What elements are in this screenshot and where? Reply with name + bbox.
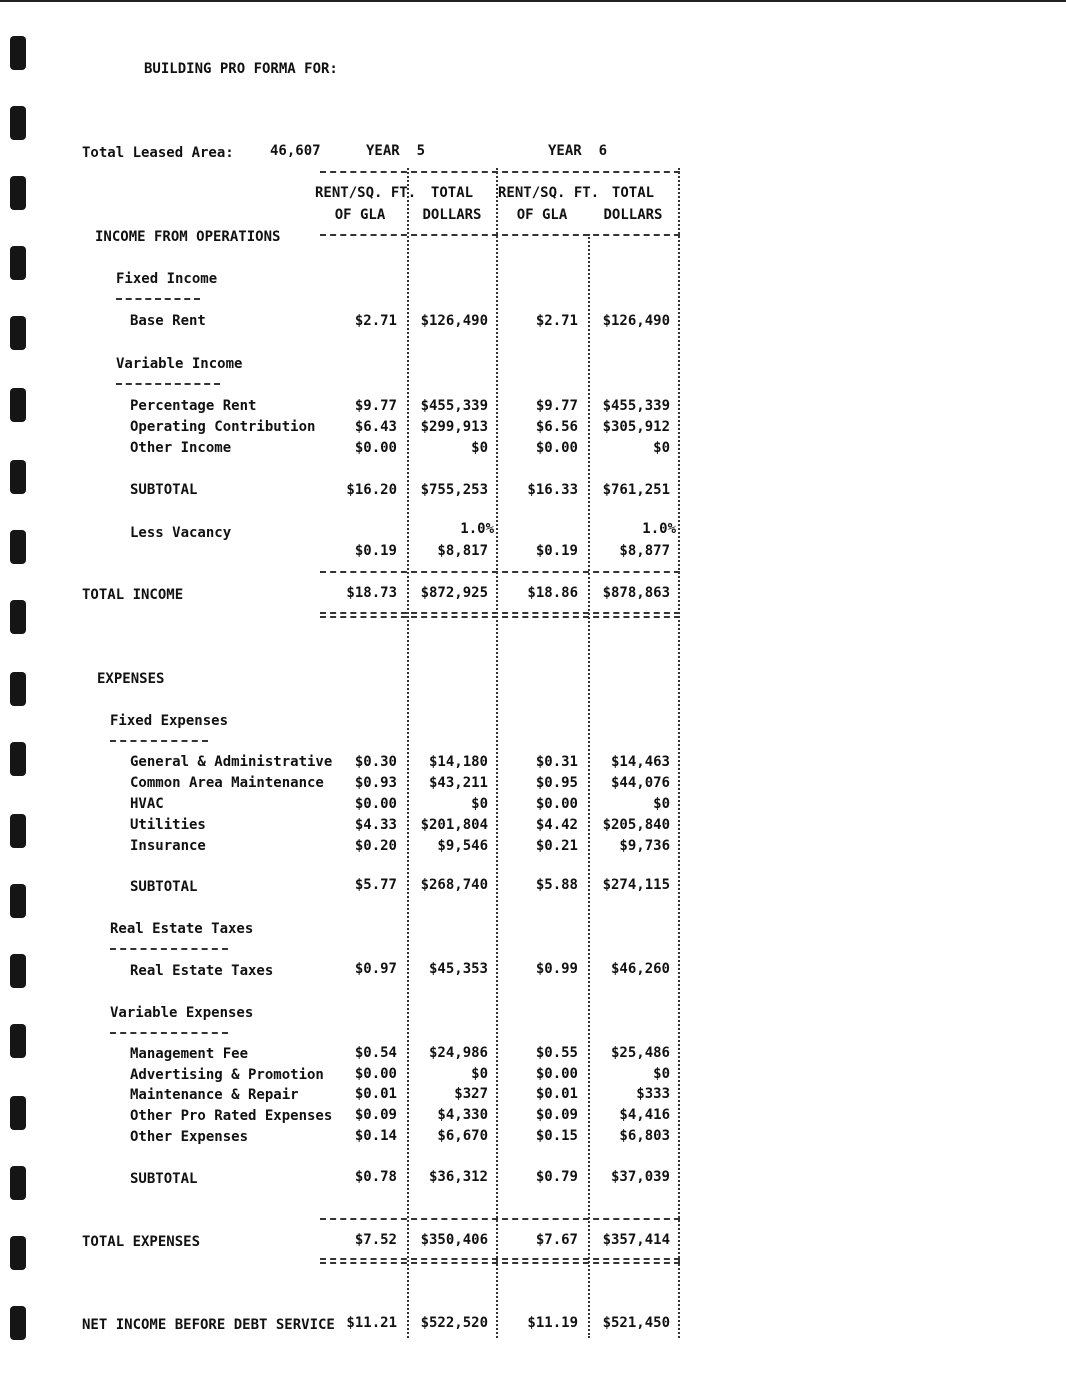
cell-y6-rent: $18.86 — [527, 585, 578, 601]
cell-y6-total: $333 — [636, 1086, 670, 1102]
cell-y5-rent: $2.71 — [354, 313, 397, 329]
col-header-rent: RENT/SQ. FT. — [315, 185, 417, 201]
cell-y6-total: $305,912 — [602, 419, 670, 435]
cell-y5-total: $24,986 — [428, 1045, 488, 1061]
col-header-total: TOTAL — [430, 185, 474, 201]
cell-y5-total: $0 — [471, 796, 488, 812]
punch-hole — [10, 176, 26, 210]
cell-y5-total: $299,913 — [420, 419, 488, 435]
cell-y5-total: $43,211 — [428, 775, 488, 791]
cell-y5-rent: $5.77 — [354, 877, 397, 893]
section-expenses: EXPENSES — [97, 671, 165, 687]
punch-hole — [10, 742, 26, 776]
column-divider — [678, 168, 680, 1338]
section-underline — [110, 1032, 228, 1034]
cell-y5-rent: $0.01 — [354, 1086, 397, 1102]
cell-y5-rent: $0.78 — [354, 1169, 397, 1185]
cell-y5-total: $14,180 — [428, 754, 488, 770]
cell-y6-rent: $0.31 — [535, 754, 578, 770]
cell-y6-total: $44,076 — [610, 775, 670, 791]
punch-hole — [10, 246, 26, 280]
cell-y6-rent: $5.88 — [535, 877, 578, 893]
row-label-subtotal: SUBTOTAL — [130, 482, 198, 498]
col-header-total-sub: DOLLARS — [422, 207, 482, 223]
row-label: Base Rent — [130, 313, 206, 329]
cell-y5-total: $0 — [471, 1066, 488, 1082]
cell-y5-rent: $0.20 — [354, 838, 397, 854]
cell-y6-total: $25,486 — [610, 1045, 670, 1061]
cell-y6-rent: $0.00 — [535, 440, 578, 456]
cell-y6-rent: $6.56 — [535, 419, 578, 435]
punch-hole — [10, 600, 26, 634]
cell-y6-total: $761,251 — [602, 482, 670, 498]
row-label: Other Pro Rated Expenses — [130, 1108, 333, 1124]
section-underline — [116, 298, 200, 300]
cell-y6-total: $521,450 — [602, 1315, 670, 1331]
section-underline — [116, 383, 220, 385]
cell-y5-rent: $0.09 — [354, 1107, 397, 1123]
row-label: Percentage Rent — [130, 398, 257, 414]
cell-y5-rent: $0.54 — [354, 1045, 397, 1061]
cell-y6-rent: $9.77 — [535, 398, 578, 414]
row-label: Common Area Maintenance — [130, 775, 324, 791]
cell-y6-rent: $0.09 — [535, 1107, 578, 1123]
cell-y6-total: $6,803 — [619, 1128, 670, 1144]
cell-y6-rent: $0.95 — [535, 775, 578, 791]
section-underline — [110, 740, 208, 742]
cell-y6-rent: $0.00 — [535, 1066, 578, 1082]
cell-y6-total: $14,463 — [610, 754, 670, 770]
row-label: Real Estate Taxes — [130, 963, 274, 979]
page-title: BUILDING PRO FORMA FOR: — [144, 61, 338, 77]
cell-y5-rent: $6.43 — [354, 419, 397, 435]
section-fixed-income: Fixed Income — [116, 271, 218, 287]
row-label: Less Vacancy — [130, 525, 232, 541]
header-bottom-rule — [320, 234, 680, 236]
col-header-rent-sub: OF GLA — [516, 207, 568, 223]
column-divider — [407, 168, 409, 1338]
cell-y6-total: $205,840 — [602, 817, 670, 833]
cell-y6-total: $357,414 — [602, 1232, 670, 1248]
cell-y5-total: $6,670 — [437, 1128, 488, 1144]
cell-y5-total: $0 — [471, 440, 488, 456]
total-expenses-double-rule — [320, 1258, 680, 1260]
section-variable-expenses: Variable Expenses — [110, 1005, 254, 1021]
punch-hole — [10, 884, 26, 918]
row-label-subtotal: SUBTOTAL — [130, 1171, 198, 1187]
cell-y5-total: $327 — [454, 1086, 488, 1102]
punch-hole — [10, 106, 26, 140]
cell-y5-rent: $18.73 — [346, 585, 397, 601]
row-label-subtotal: SUBTOTAL — [130, 879, 198, 895]
row-label-net-income: NET INCOME BEFORE DEBT SERVICE — [82, 1317, 335, 1333]
punch-hole — [10, 1166, 26, 1200]
col-header-rent-sub: OF GLA — [334, 207, 386, 223]
row-label: Management Fee — [130, 1046, 249, 1062]
row-label-total-expenses: TOTAL EXPENSES — [82, 1234, 201, 1250]
cell-y6-total: $4,416 — [619, 1107, 670, 1123]
section-variable-income: Variable Income — [116, 356, 243, 372]
row-label: Operating Contribution — [130, 419, 316, 435]
punch-hole — [10, 460, 26, 494]
cell-y5-rent: $0.19 — [354, 543, 397, 559]
year-5-heading: YEAR 5 — [366, 143, 426, 159]
row-label: General & Administrative — [130, 754, 333, 770]
cell-y5-rent: $9.77 — [354, 398, 397, 414]
year-6-heading: YEAR 6 — [548, 143, 608, 159]
cell-y6-total: $274,115 — [602, 877, 670, 893]
punch-hole — [10, 814, 26, 848]
cell-y5-rent: $0.14 — [354, 1128, 397, 1144]
punch-hole — [10, 530, 26, 564]
punch-hole — [10, 1236, 26, 1270]
cell-y6-rent: $11.19 — [527, 1315, 578, 1331]
cell-y6-total: $126,490 — [602, 313, 670, 329]
punch-hole — [10, 1306, 26, 1340]
cell-y5-rent: $0.97 — [354, 961, 397, 977]
section-real-estate-taxes: Real Estate Taxes — [110, 921, 254, 937]
section-underline — [110, 948, 228, 950]
cell-y6-total: $878,863 — [602, 585, 670, 601]
punch-hole — [10, 1096, 26, 1130]
col-header-total-sub: DOLLARS — [603, 207, 663, 223]
cell-y5-rent: $0.30 — [354, 754, 397, 770]
cell-y6-rent: $16.33 — [527, 482, 578, 498]
total-income-rule — [320, 571, 680, 573]
cell-y5-total: $522,520 — [420, 1315, 488, 1331]
cell-y6-total: $37,039 — [610, 1169, 670, 1185]
leased-area-label: Total Leased Area: — [82, 145, 234, 161]
cell-y6-rent: $7.67 — [535, 1232, 578, 1248]
cell-y5-total: $45,353 — [428, 961, 488, 977]
row-label: Utilities — [130, 817, 206, 833]
row-label: Other Income — [130, 440, 232, 456]
punch-hole — [10, 954, 26, 988]
cell-y5-rent: $0.93 — [354, 775, 397, 791]
col-header-rent: RENT/SQ. FT. — [498, 185, 600, 201]
cell-y6-total: $0 — [653, 440, 670, 456]
cell-y5-rent: $11.21 — [346, 1315, 397, 1331]
cell-y5-total: $268,740 — [420, 877, 488, 893]
punch-hole — [10, 316, 26, 350]
table-top-rule — [320, 171, 680, 173]
leased-area-value: 46,607 — [270, 143, 321, 159]
total-expenses-rule — [320, 1218, 680, 1220]
cell-y5-total: $755,253 — [420, 482, 488, 498]
cell-y5-total: $4,330 — [437, 1107, 488, 1123]
cell-y5-rent: $4.33 — [354, 817, 397, 833]
punch-hole — [10, 388, 26, 422]
cell-y5-rent: $16.20 — [346, 482, 397, 498]
cell-y6-rent: $0.21 — [535, 838, 578, 854]
row-label: Other Expenses — [130, 1129, 249, 1145]
cell-y5-rent: $0.00 — [354, 1066, 397, 1082]
cell-y6-total: $0 — [653, 1066, 670, 1082]
row-label: HVAC — [130, 796, 164, 812]
cell-y6-rent: $0.55 — [535, 1045, 578, 1061]
cell-y6-total: $8,877 — [619, 543, 670, 559]
section-fixed-expenses: Fixed Expenses — [110, 713, 229, 729]
row-label: Advertising & Promotion — [130, 1067, 324, 1083]
punch-hole — [10, 672, 26, 706]
cell-y6-total: $46,260 — [610, 961, 670, 977]
cell-y6-vacancy-pct: 1.0% — [642, 521, 676, 537]
total-income-double-rule — [320, 612, 680, 614]
col-header-total: TOTAL — [611, 185, 655, 201]
cell-y5-total: $9,546 — [437, 838, 488, 854]
row-label-total-income: TOTAL INCOME — [82, 587, 184, 603]
cell-y6-rent: $0.99 — [535, 961, 578, 977]
punch-hole — [10, 1024, 26, 1058]
cell-y6-total: $0 — [653, 796, 670, 812]
cell-y6-rent: $4.42 — [535, 817, 578, 833]
cell-y6-total: $455,339 — [602, 398, 670, 414]
cell-y6-rent: $0.15 — [535, 1128, 578, 1144]
cell-y5-total: $872,925 — [420, 585, 488, 601]
cell-y5-rent: $7.52 — [354, 1232, 397, 1248]
punch-hole — [10, 36, 26, 70]
cell-y6-rent: $2.71 — [535, 313, 578, 329]
cell-y6-total: $9,736 — [619, 838, 670, 854]
cell-y5-total: $350,406 — [420, 1232, 488, 1248]
cell-y5-total: $126,490 — [420, 313, 488, 329]
row-label: Maintenance & Repair — [130, 1087, 299, 1103]
cell-y6-rent: $0.79 — [535, 1169, 578, 1185]
row-label: Insurance — [130, 838, 206, 854]
cell-y5-rent: $0.00 — [354, 440, 397, 456]
section-income-operations: INCOME FROM OPERATIONS — [95, 229, 281, 245]
cell-y6-rent: $0.01 — [535, 1086, 578, 1102]
page-top-border — [0, 0, 1066, 2]
cell-y5-rent: $0.00 — [354, 796, 397, 812]
cell-y6-rent: $0.00 — [535, 796, 578, 812]
cell-y5-vacancy-pct: 1.0% — [460, 521, 494, 537]
cell-y5-total: $36,312 — [428, 1169, 488, 1185]
cell-y5-total: $8,817 — [437, 543, 488, 559]
cell-y5-total: $201,804 — [420, 817, 488, 833]
cell-y5-total: $455,339 — [420, 398, 488, 414]
cell-y6-rent: $0.19 — [535, 543, 578, 559]
